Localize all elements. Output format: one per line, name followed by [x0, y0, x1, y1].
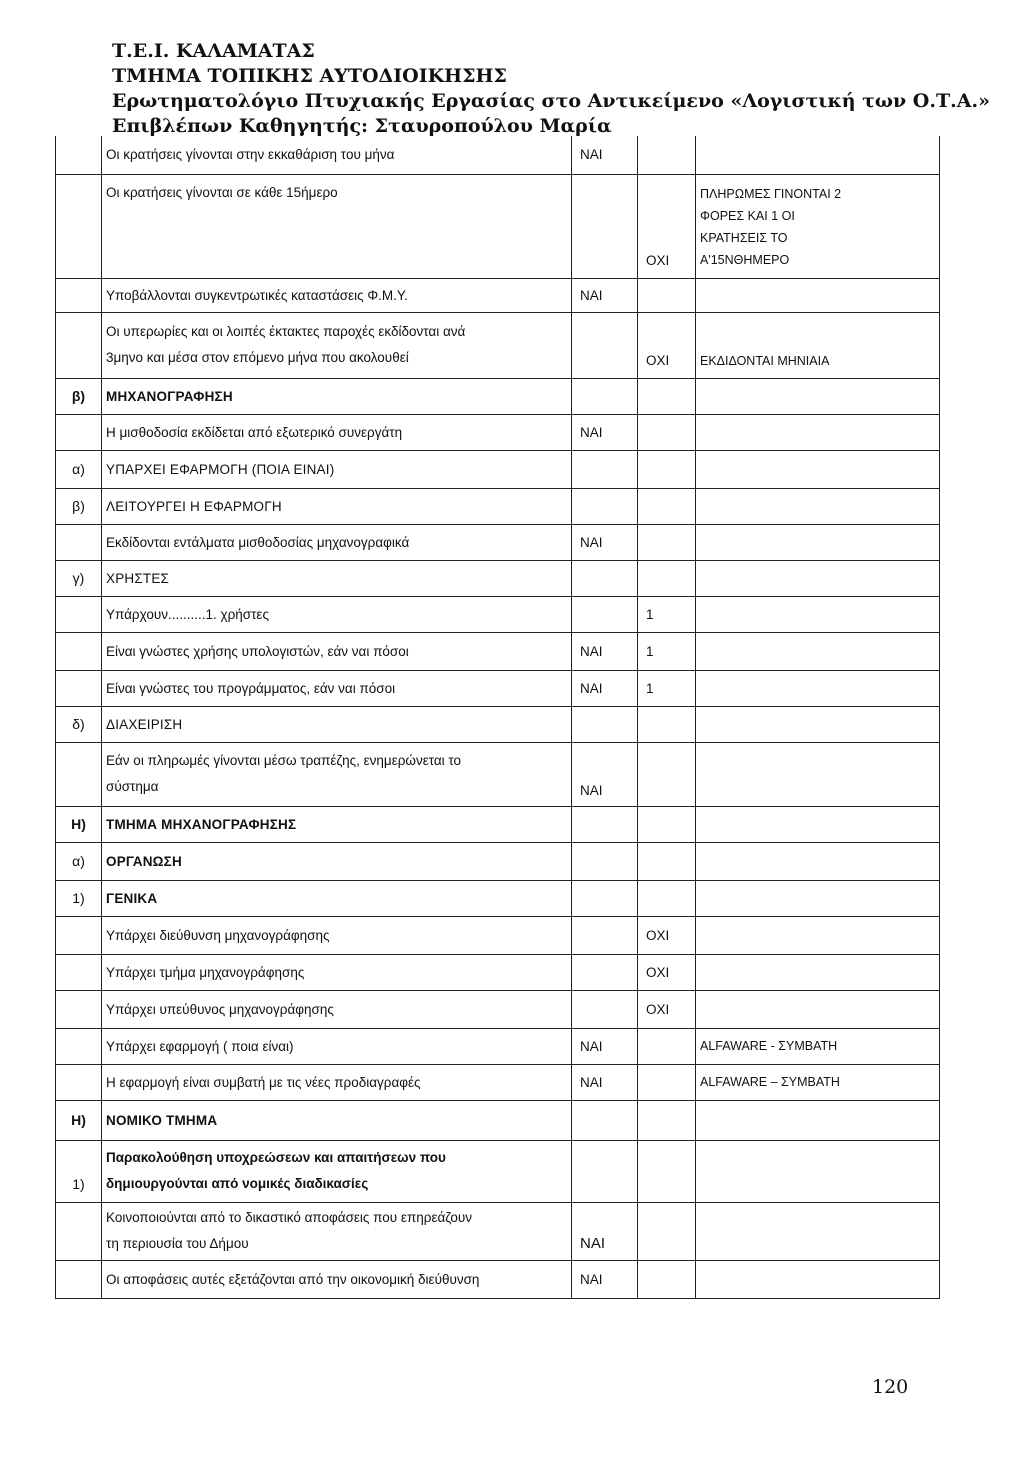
- question-text: Υπάρχει διεύθυνση μηχανογράφησης: [102, 916, 572, 954]
- row-index: [56, 174, 102, 278]
- answer-no: [638, 450, 696, 488]
- comment: [696, 632, 940, 670]
- answer-yes: ΝΑΙ: [572, 136, 638, 174]
- questionnaire-table: [55, 136, 940, 1299]
- comment: [696, 174, 940, 278]
- comment: [696, 670, 940, 706]
- row-index: [56, 742, 102, 806]
- comment: [696, 488, 940, 524]
- answer-no: [638, 1140, 696, 1202]
- answer-yes: [572, 378, 638, 414]
- row-index: [56, 1260, 102, 1298]
- answer-yes: ΝΑΙ: [572, 670, 638, 706]
- question-text: Υποβάλλονται συγκεντρωτικές καταστάσεις Φ.Μ.Υ.: [102, 278, 572, 312]
- question-text: ΔΙΑΧΕΙΡΙΣΗ: [102, 706, 572, 742]
- comment-line: ΚΡΑΤΗΣΕΙΣ ΤΟ: [700, 231, 788, 245]
- row-index: Η): [56, 806, 102, 842]
- answer-yes: [572, 954, 638, 990]
- question-text: [102, 1202, 572, 1260]
- question-text: Οι αποφάσεις αυτές εξετάζονται από την οικονομική διεύθυνση: [102, 1260, 572, 1298]
- table-row: [56, 450, 940, 488]
- table-row: [56, 1064, 940, 1100]
- row-index: [56, 312, 102, 378]
- question-text: Είναι γνώστες του προγράμματος, εάν ναι πόσοι: [102, 670, 572, 706]
- answer-no: [638, 278, 696, 312]
- table-row: [56, 916, 940, 954]
- answer-no: [638, 560, 696, 596]
- answer-yes: [572, 450, 638, 488]
- answer-no: 1: [638, 632, 696, 670]
- answer-no: [638, 706, 696, 742]
- header-questionnaire-title: Ερωτηματολόγιο Πτυχιακής Εργασίας στο Αντικείμενο «Λογιστική των Ο.Τ.Α.»: [112, 90, 990, 112]
- section-heading: ΓΕΝΙΚΑ: [102, 880, 572, 916]
- question-text: Είναι γνώστες χρήσης υπολογιστών, εάν ναι πόσοι: [102, 632, 572, 670]
- question-text: [102, 1140, 572, 1202]
- question-text: Υπάρχουν..........1. χρήστες: [102, 596, 572, 632]
- row-index: [56, 1202, 102, 1260]
- comment: [696, 1202, 940, 1260]
- answer-yes: [572, 706, 638, 742]
- comment-line: Α'15ΝΘΗΜΕΡΟ: [700, 253, 790, 267]
- table-row: [56, 596, 940, 632]
- answer-no: [638, 742, 696, 806]
- table-row: [56, 1260, 940, 1298]
- page-number: 120: [872, 1376, 909, 1398]
- comment: [696, 596, 940, 632]
- comment-line: ΦΟΡΕΣ ΚΑΙ 1 ΟΙ: [700, 209, 795, 223]
- answer-yes: [572, 1100, 638, 1140]
- question-line: Κοινοποιούνται από το δικαστικό αποφάσεις που επηρεάζουν: [106, 1210, 472, 1225]
- answer-yes: ΝΑΙ: [572, 1028, 638, 1064]
- table-row: [56, 670, 940, 706]
- table-row: [56, 312, 940, 378]
- answer-no: [638, 880, 696, 916]
- header-department: ΤΜΗΜΑ ΤΟΠΙΚΗΣ ΑΥΤΟΔΙΟΙΚΗΣΗΣ: [112, 65, 507, 87]
- question-line: δημιουργούνται από νομικές διαδικασίες: [106, 1176, 369, 1191]
- table-row: [56, 524, 940, 560]
- comment: [696, 1260, 940, 1298]
- answer-no: [638, 1202, 696, 1260]
- row-index: [56, 954, 102, 990]
- question-line: τη περιουσία του Δήμου: [106, 1236, 249, 1251]
- answer-yes: ΝΑΙ: [572, 742, 638, 806]
- answer-yes: [572, 312, 638, 378]
- section-heading: ΟΡΓΑΝΩΣΗ: [102, 842, 572, 880]
- table-row: [56, 806, 940, 842]
- question-text: Η μισθοδοσία εκδίδεται από εξωτερικό συνεργάτη: [102, 414, 572, 450]
- question-line: Εάν οι πληρωμές γίνονται μέσω τραπέζης, ενημερώνεται το: [106, 753, 462, 768]
- answer-no: ΟΧΙ: [638, 954, 696, 990]
- table-row: [56, 742, 940, 806]
- table-row: [56, 1140, 940, 1202]
- answer-no: ΟΧΙ: [638, 312, 696, 378]
- row-index: β): [56, 488, 102, 524]
- section-heading: ΝΟΜΙΚΟ ΤΜΗΜΑ: [102, 1100, 572, 1140]
- answer-yes: [572, 916, 638, 954]
- question-text: Εκδίδονται εντάλματα μισθοδοσίας μηχανογραφικά: [102, 524, 572, 560]
- row-index: 1): [56, 1140, 102, 1202]
- answer-yes: ΝΑΙ: [572, 1064, 638, 1100]
- answer-no: [638, 1100, 696, 1140]
- question-text: Η εφαρμογή είναι συμβατή με τις νέες προδιαγραφές: [102, 1064, 572, 1100]
- answer-no: ΟΧΙ: [638, 990, 696, 1028]
- comment: [696, 136, 940, 174]
- answer-no: [638, 842, 696, 880]
- answer-no: [638, 488, 696, 524]
- question-text: Οι κρατήσεις γίνονται σε κάθε 15ήμερο: [102, 174, 572, 278]
- answer-yes: ΝΑΙ: [572, 414, 638, 450]
- comment: [696, 916, 940, 954]
- table-row: [56, 414, 940, 450]
- answer-no: [638, 414, 696, 450]
- answer-yes: [572, 596, 638, 632]
- section-heading: ΜΗΧΑΝΟΓΡΑΦΗΣΗ: [102, 378, 572, 414]
- row-index: α): [56, 450, 102, 488]
- table-row: [56, 560, 940, 596]
- question-text: ΥΠΑΡΧΕΙ ΕΦΑΡΜΟΓΗ (ΠΟΙΑ ΕΙΝΑΙ): [102, 450, 572, 488]
- answer-no: ΟΧΙ: [638, 916, 696, 954]
- comment: ALFAWARE - ΣΥΜΒΑΤΗ: [696, 1028, 940, 1064]
- question-line: Παρακολούθηση υποχρεώσεων και απαιτήσεων που: [106, 1150, 446, 1165]
- answer-no: 1: [638, 670, 696, 706]
- table-row: [56, 488, 940, 524]
- row-index: γ): [56, 560, 102, 596]
- answer-yes: [572, 880, 638, 916]
- answer-yes: [572, 174, 638, 278]
- comment: [696, 990, 940, 1028]
- row-index: [56, 990, 102, 1028]
- answer-no: [638, 1064, 696, 1100]
- table-row: [56, 1028, 940, 1064]
- answer-no: [638, 806, 696, 842]
- answer-yes: ΝΑΙ: [572, 1260, 638, 1298]
- answer-yes: ΝΑΙ: [572, 1202, 638, 1260]
- table-row: [56, 174, 940, 278]
- row-index: β): [56, 378, 102, 414]
- row-index: [56, 916, 102, 954]
- answer-yes: ΝΑΙ: [572, 524, 638, 560]
- row-index: [56, 1064, 102, 1100]
- answer-yes: [572, 1140, 638, 1202]
- answer-yes: [572, 488, 638, 524]
- question-line: 3μηνο και μέσα στον επόμενο μήνα που ακολουθεί: [106, 350, 409, 365]
- comment: [696, 1140, 940, 1202]
- header-institution: Τ.Ε.Ι. ΚΑΛΑΜΑΤΑΣ: [112, 40, 315, 62]
- table-row: [56, 706, 940, 742]
- answer-no: [638, 524, 696, 560]
- table-row: [56, 990, 940, 1028]
- table-row: [56, 1100, 940, 1140]
- answer-yes: ΝΑΙ: [572, 278, 638, 312]
- header-supervisor: Επιβλέπων Καθηγητής: Σταυροπούλου Μαρία: [112, 115, 612, 137]
- comment: [696, 524, 940, 560]
- question-text: ΛΕΙΤΟΥΡΓΕΙ Η ΕΦΑΡΜΟΓΗ: [102, 488, 572, 524]
- answer-no: [638, 1260, 696, 1298]
- comment: [696, 842, 940, 880]
- row-index: [56, 1028, 102, 1064]
- table-row: [56, 378, 940, 414]
- comment: [696, 742, 940, 806]
- table-row: [56, 842, 940, 880]
- row-index: [56, 632, 102, 670]
- question-text: [102, 312, 572, 378]
- comment: [696, 954, 940, 990]
- answer-no: [638, 378, 696, 414]
- comment: [696, 1100, 940, 1140]
- row-index: [56, 414, 102, 450]
- comment: ΕΚΔΙΔΟΝΤΑΙ ΜΗΝΙΑΙΑ: [696, 312, 940, 378]
- table-row: [56, 136, 940, 174]
- table-row: [56, 954, 940, 990]
- comment: [696, 278, 940, 312]
- question-text: [102, 742, 572, 806]
- table-row: [56, 1202, 940, 1260]
- question-text: Υπάρχει τμήμα μηχανογράφησης: [102, 954, 572, 990]
- question-text: Υπάρχει υπεύθυνος μηχανογράφησης: [102, 990, 572, 1028]
- section-heading: ΤΜΗΜΑ ΜΗΧΑΝΟΓΡΑΦΗΣΗΣ: [102, 806, 572, 842]
- comment: [696, 706, 940, 742]
- question-line: Οι υπερωρίες και οι λοιπές έκτακτες παροχές εκδίδονται ανά: [106, 324, 466, 339]
- row-index: [56, 524, 102, 560]
- row-index: 1): [56, 880, 102, 916]
- comment: [696, 414, 940, 450]
- table-row: [56, 278, 940, 312]
- comment: ALFAWARE – ΣΥΜΒΑΤΗ: [696, 1064, 940, 1100]
- question-text: ΧΡΗΣΤΕΣ: [102, 560, 572, 596]
- comment: [696, 450, 940, 488]
- comment: [696, 806, 940, 842]
- table-row: [56, 880, 940, 916]
- answer-no: ΟΧΙ: [638, 174, 696, 278]
- answer-yes: [572, 990, 638, 1028]
- answer-no: [638, 136, 696, 174]
- question-text: Οι κρατήσεις γίνονται στην εκκαθάριση του μήνα: [102, 136, 572, 174]
- question-text: Υπάρχει εφαρμογή ( ποια είναι): [102, 1028, 572, 1064]
- row-index: [56, 670, 102, 706]
- question-line: σύστημα: [106, 779, 159, 794]
- row-index: Η): [56, 1100, 102, 1140]
- row-index: [56, 596, 102, 632]
- answer-no: 1: [638, 596, 696, 632]
- row-index: [56, 278, 102, 312]
- answer-yes: [572, 806, 638, 842]
- answer-yes: [572, 560, 638, 596]
- answer-yes: [572, 842, 638, 880]
- answer-yes: ΝΑΙ: [572, 632, 638, 670]
- comment: [696, 378, 940, 414]
- comment: [696, 880, 940, 916]
- row-index: [56, 136, 102, 174]
- answer-no: [638, 1028, 696, 1064]
- comment: [696, 560, 940, 596]
- comment-line: ΠΛΗΡΩΜΕΣ ΓΙΝΟΝΤΑΙ 2: [700, 187, 842, 201]
- row-index: δ): [56, 706, 102, 742]
- table-row: [56, 632, 940, 670]
- row-index: α): [56, 842, 102, 880]
